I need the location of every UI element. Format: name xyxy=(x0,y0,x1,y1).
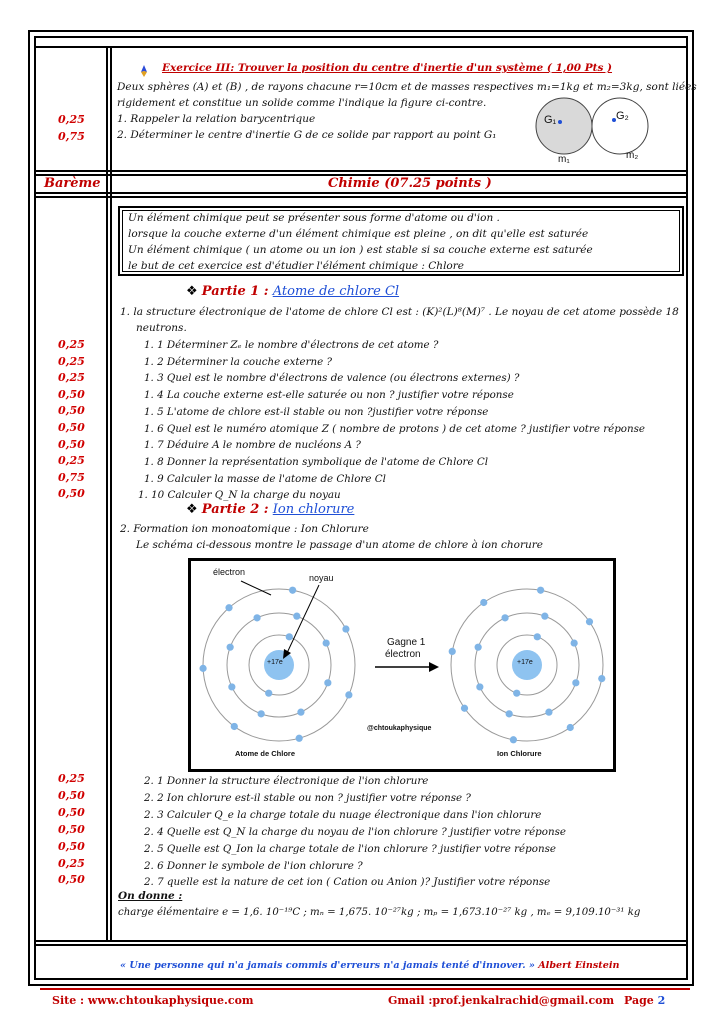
atom-electron-dot xyxy=(297,709,304,716)
exercise3-line2: rigidement et constitue un solide comme l'indique la figure ci-contre. xyxy=(117,97,487,109)
question-item: 2. 6 Donner le symbole de l'ion chlorure ? xyxy=(144,859,363,872)
part1-intro-2: neutrons. xyxy=(136,322,187,334)
atom-electron-dot xyxy=(253,614,260,621)
ion-electron-dot xyxy=(510,736,517,743)
score-item: 0,25 xyxy=(58,772,85,785)
score-item: 0,50 xyxy=(58,873,85,887)
ion-electron-dot xyxy=(513,690,520,697)
intro-line-2: lorsque la couche externe d'un élément chimique est pleine , on dit qu'elle est saturée xyxy=(128,228,589,240)
intro-line-4: le but de cet exercice est d'étudier l'élément chimique : Chlore xyxy=(128,260,464,272)
ion-electron-dot xyxy=(475,644,482,651)
ion-electron-dot xyxy=(537,587,544,594)
part2-label: Partie 2 : xyxy=(201,502,269,517)
question-item: 1. 5 L'atome de chlore est-il stable ou non ?justifier votre réponse xyxy=(144,405,489,418)
atom-electron-dot xyxy=(345,691,352,698)
footer-site[interactable]: Site : www.chtoukaphysique.com xyxy=(52,994,254,1007)
question-item: 1. 4 La couche externe est-elle saturée ou non ? justifier votre réponse xyxy=(144,389,514,402)
electron-label: électron xyxy=(213,567,246,577)
question-item: 1. 9 Calculer la masse de l'atome de Chlore Cl xyxy=(144,472,386,485)
noyau-pointer xyxy=(287,585,319,653)
ion-electron-dot xyxy=(476,683,483,690)
separator xyxy=(34,46,686,48)
atom-electron-dot xyxy=(324,679,331,686)
score-item: 0,50 xyxy=(58,420,85,434)
question-item: 2. 2 Ion chlorure est-il stable ou non ? justifier votre réponse ? xyxy=(144,791,471,804)
chlorine-ion-diagram xyxy=(188,558,616,772)
question-item: 2. 5 Quelle est Q_Ion la charge totale de l'ion chlorure ? justifier votre réponse xyxy=(144,842,556,855)
ion-electron-dot xyxy=(598,675,605,682)
score-item: 0,50 xyxy=(58,805,85,819)
score-item: 0,25 xyxy=(58,454,85,468)
pin-icon xyxy=(138,62,150,74)
ion-label: Ion Chlorure xyxy=(497,749,542,758)
chimie-header: Chimie (07.25 points ) xyxy=(328,176,492,191)
intro-line-3: Un élément chimique ( un atome ou un ion ) est stable si sa couche externe est saturée xyxy=(128,244,593,256)
question-item: 2. 4 Quelle est Q_N la charge du noyau de l'ion chlorure ? justifier votre réponse xyxy=(144,825,566,838)
g1-label: G₁ xyxy=(544,114,557,126)
credit-label: @chtoukaphysique xyxy=(367,725,432,732)
part1-name: Atome de chlore Cl xyxy=(272,284,400,299)
part1-scores xyxy=(58,337,85,503)
atom-electron-dot xyxy=(225,604,232,611)
score-item: 0,50 xyxy=(58,404,85,418)
part1-label: Partie 1 : xyxy=(201,284,269,299)
part2-questions xyxy=(144,773,566,891)
part1-questions xyxy=(138,337,646,504)
part1-intro-1: 1. la structure électronique de l'atome de chlore Cl est : (K)²(L)⁸(M)⁷ . Le noyau de cet atome possède 18 xyxy=(120,306,679,318)
g2-label: G₂ xyxy=(616,110,629,122)
part1-title xyxy=(186,284,399,299)
atom-nucleus-charge: +17e xyxy=(267,659,283,666)
quote-text: « Une personne qui n'a jamais commis d'erreurs n'a jamais tenté d'innover. » xyxy=(120,960,535,971)
atom-electron-dot xyxy=(199,665,206,672)
atom-electron-dot xyxy=(258,710,265,717)
ion-nucleus-charge: +17e xyxy=(517,659,533,666)
score-item: 0,75 xyxy=(58,470,85,484)
exercise3-title: Exercice III: Trouver la position du centre d'inertie d'un système ( 1,00 Pts ) xyxy=(162,62,613,74)
question-item: 1. 2 Déterminer la couche externe ? xyxy=(144,355,333,368)
question-item: 1. 6 Quel est le numéro atomique Z ( nombre de protons ) de cet atome ? justifier votre réponse xyxy=(144,422,646,435)
noyau-label: noyau xyxy=(309,573,334,583)
separator xyxy=(34,192,686,194)
ion-electron-dot xyxy=(501,614,508,621)
ion-electron-dot xyxy=(506,710,513,717)
ion-electron-dot xyxy=(545,709,552,716)
diamond-icon: ❖ xyxy=(186,284,198,299)
ion-electron-dot xyxy=(572,679,579,686)
quote-author: Albert Einstein xyxy=(538,960,620,971)
footer-gmail[interactable]: Gmail :prof.jenkalrachid@gmail.com xyxy=(388,994,615,1007)
gain-label-2: électron xyxy=(385,649,421,660)
bareme-header: Barème xyxy=(44,176,101,191)
exercise3-q2: 2. Déterminer le centre d'inertie G de ce solide par rapport au point G₁ xyxy=(117,129,497,141)
m2-label: m₂ xyxy=(626,150,639,161)
diamond-icon: ❖ xyxy=(186,502,198,517)
atom-label: Atome de Chlore xyxy=(235,749,296,758)
atom-electron-dot xyxy=(296,735,303,742)
part2-scores xyxy=(58,771,85,889)
score-item: 0,50 xyxy=(58,437,85,451)
quote xyxy=(120,960,619,971)
exercise3-q1: 1. Rappeler la relation barycentrique xyxy=(117,113,316,125)
score-item: 0,50 xyxy=(58,487,85,501)
given-label: On donne : xyxy=(118,890,183,902)
question-item: 1. 3 Quel est le nombre d'électrons de valence (ou électrons externes) ? xyxy=(144,372,520,385)
column-separator xyxy=(110,46,112,942)
separator xyxy=(34,940,686,942)
part2-intro-2: Le schéma ci-dessous montre le passage d'un atome de chlore à ion chorure xyxy=(136,539,543,551)
ion-electron-dot xyxy=(571,639,578,646)
exercise3-line1: Deux sphères (A) et (B) , de rayons chacune r=10cm et de masses respectives m₁=1kg et m₂=3kg, sont liées xyxy=(117,81,697,93)
question-item: 1. 10 Calculer Q_N la charge du noyau xyxy=(138,489,341,502)
atom-electron-dot xyxy=(227,644,234,651)
score-item: 0,25 xyxy=(58,371,85,385)
score-item: 0,25 xyxy=(58,354,85,368)
part2-name: Ion chlorure xyxy=(272,502,355,517)
ion-electron-dot xyxy=(461,705,468,712)
part2-intro-1: 2. Formation ion monoatomique : Ion Chlorure xyxy=(120,523,369,535)
atom-electron-dot xyxy=(293,613,300,620)
intro-line-1: Un élément chimique peut se présenter sous forme d'atome ou d'ion . xyxy=(128,212,500,224)
question-item: 2. 3 Calculer Q_e la charge totale du nuage électronique dans l'ion chlorure xyxy=(144,808,542,821)
score-item: 0,50 xyxy=(58,822,85,836)
atom-electron-dot xyxy=(228,683,235,690)
question-item: 1. 1 Déterminer Zₑ le nombre d'électrons de cet atome ? xyxy=(144,339,439,351)
ion-electron-dot xyxy=(449,648,456,655)
ion-electron-dot xyxy=(541,613,548,620)
ion-electron-dot xyxy=(534,633,541,640)
atom-electron-dot xyxy=(286,633,293,640)
score-item: 0,25 xyxy=(58,856,85,870)
exercise3-scores: 0,25 0,75 xyxy=(58,113,85,143)
atom-electron-dot xyxy=(289,587,296,594)
atom-electron-dot xyxy=(265,690,272,697)
score-item: 0,25 xyxy=(58,338,85,351)
question-item: 2. 7 quelle est la nature de cet ion ( Cation ou Anion )? Justifier votre réponse xyxy=(144,876,551,889)
score-item: 0,50 xyxy=(58,788,85,802)
question-item: 1. 8 Donner la représentation symbolique de l'atome de Chlore Cl xyxy=(144,455,489,468)
atom-electron-dot xyxy=(342,625,349,632)
question-item: 2. 1 Donner la structure électronique de l'ion chlorure xyxy=(144,775,429,787)
footer-rule xyxy=(40,988,690,990)
atom-electron-dot xyxy=(323,639,330,646)
ion-electron-dot xyxy=(480,599,487,606)
spheres-figure xyxy=(530,96,680,168)
ion-electron-dot xyxy=(567,724,574,731)
atom-diagram-svg xyxy=(191,561,613,769)
ion-electron-dot xyxy=(586,618,593,625)
column-separator xyxy=(106,46,108,942)
separator xyxy=(34,196,686,198)
question-item: 1. 7 Déduire A le nombre de nucléons A ? xyxy=(144,439,361,452)
given-constants: charge élémentaire e = 1,6. 10⁻¹⁹C ; mₙ = 1,675. 10⁻²⁷kg ; mₚ = 1,673.10⁻²⁷ kg , mₑ = 9,109.10⁻³¹ kg xyxy=(118,907,641,918)
m1-label: m₁ xyxy=(558,154,570,165)
gain-label-1: Gagne 1 xyxy=(387,637,426,648)
score-item: 0,50 xyxy=(58,839,85,853)
page-label: Page xyxy=(624,994,654,1007)
separator xyxy=(34,170,686,172)
part2-title xyxy=(186,502,354,517)
score-item: 0,50 xyxy=(58,387,85,401)
reaction-arrowhead xyxy=(429,662,439,672)
footer-page xyxy=(624,994,665,1007)
page-number: 2 xyxy=(657,994,666,1007)
atom-electron-dot xyxy=(231,723,238,730)
separator xyxy=(34,944,686,946)
